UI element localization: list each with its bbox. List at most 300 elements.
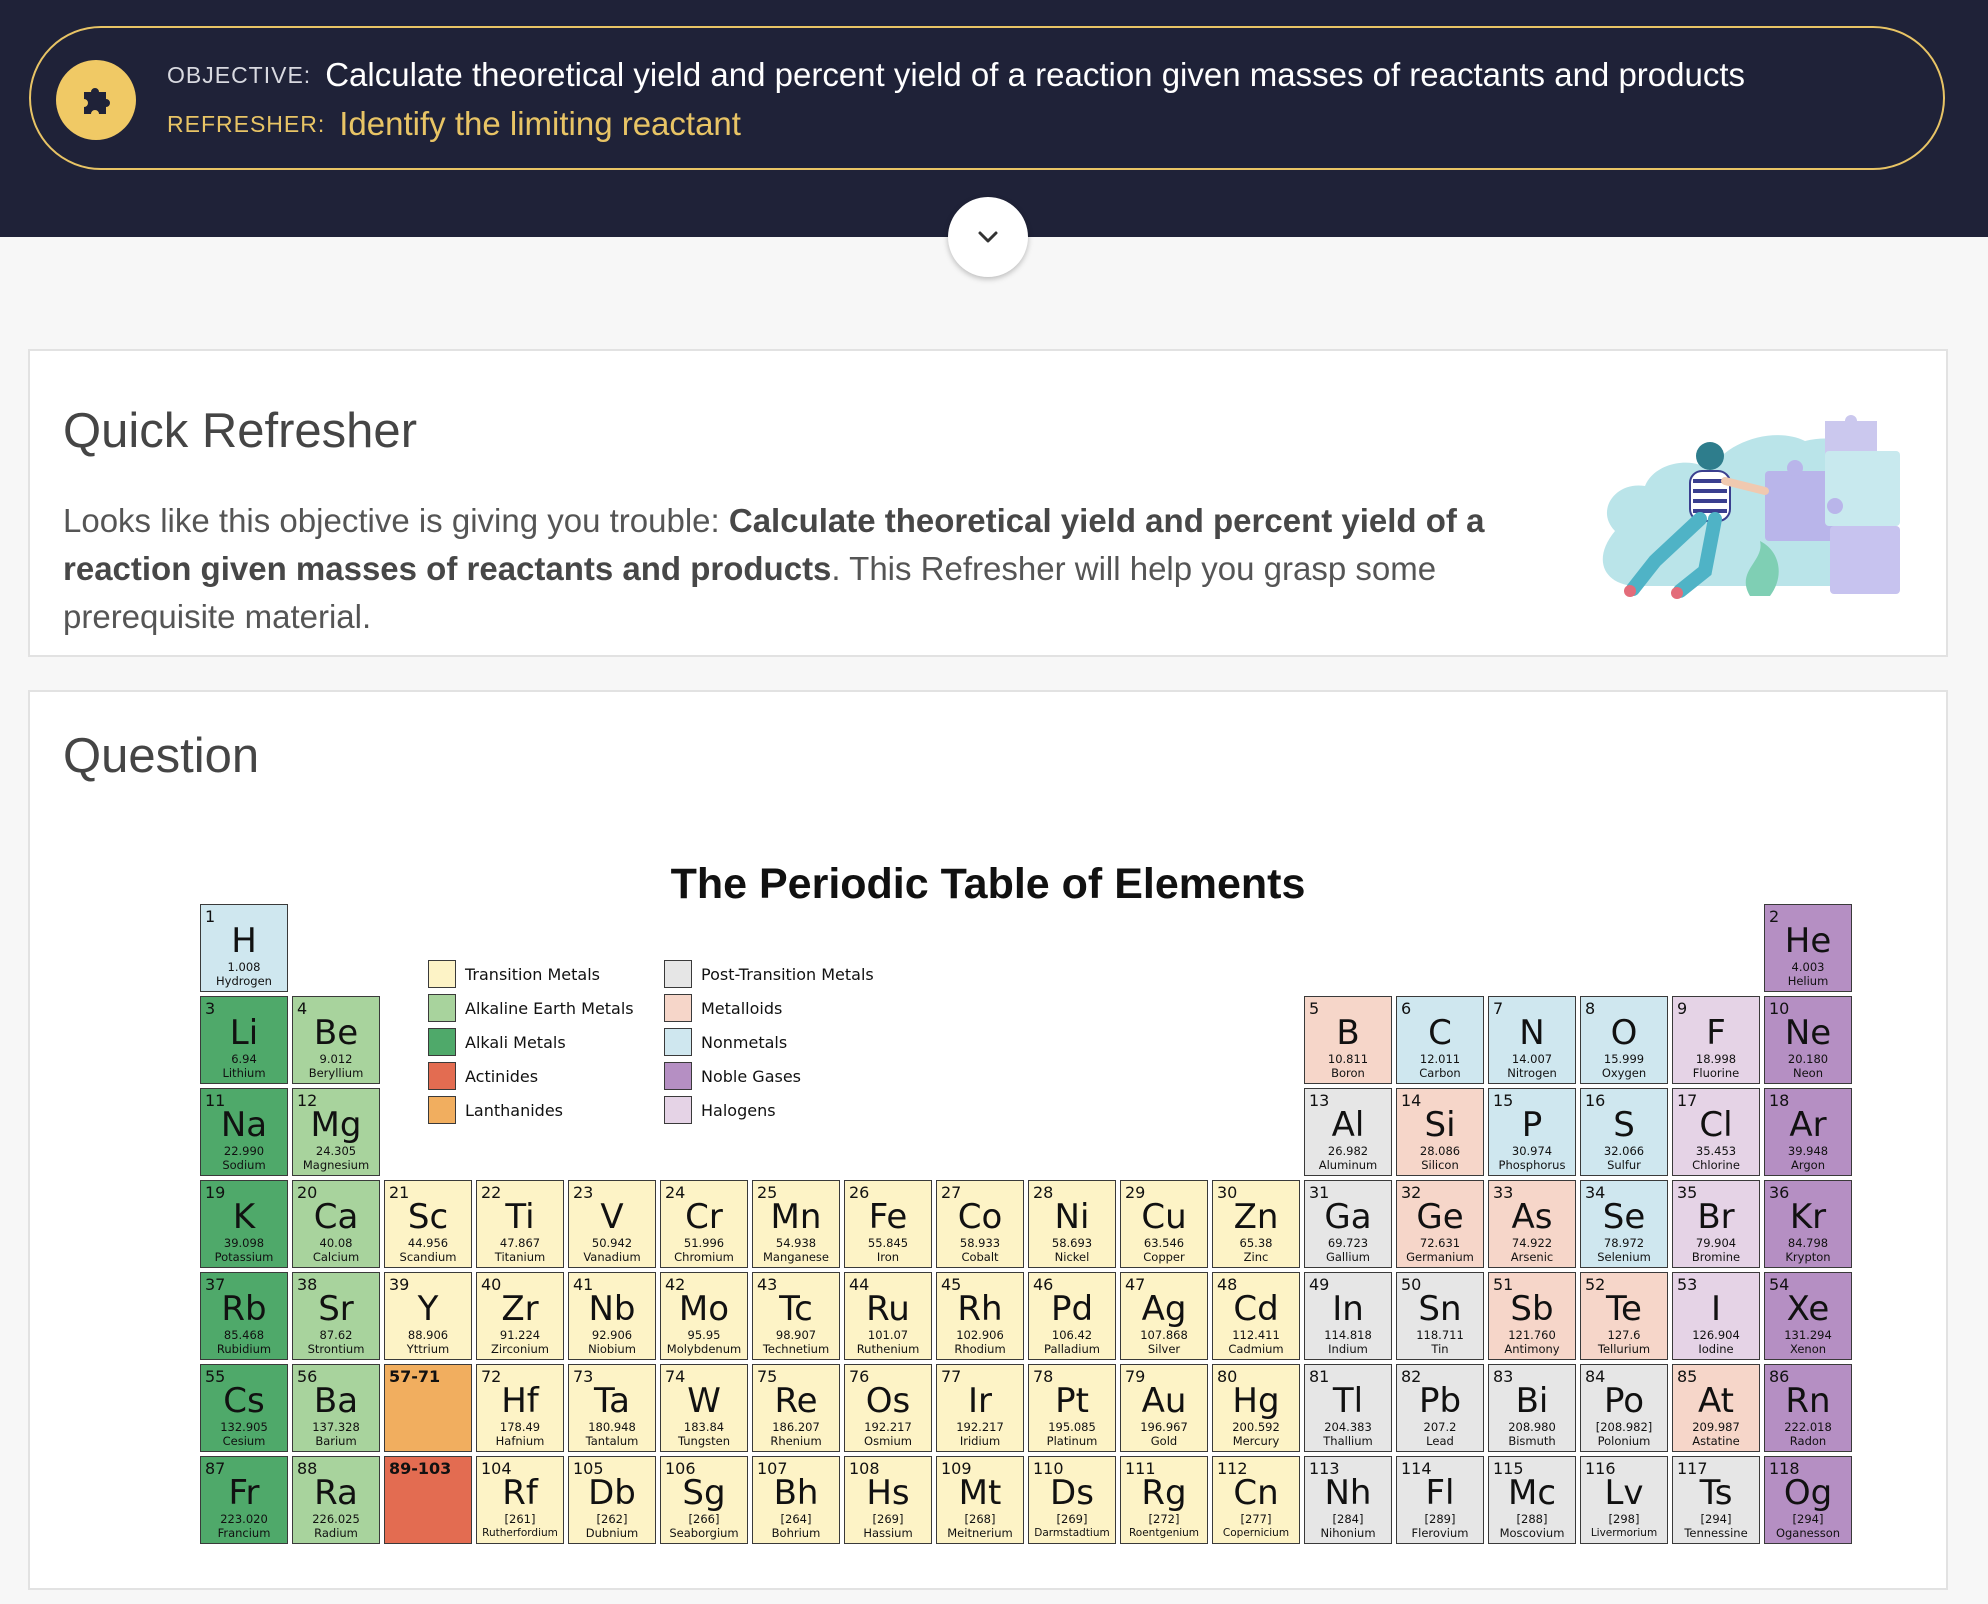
element-cell-tc: [752, 1272, 840, 1360]
element-name: Tantalum: [585, 1434, 639, 1448]
atomic-number: 25: [757, 1183, 778, 1202]
collapse-header-button[interactable]: [948, 197, 1028, 277]
atomic-mass: [261]: [504, 1512, 536, 1526]
element-symbol: Sc: [407, 1197, 449, 1237]
atomic-number: 52: [1585, 1275, 1606, 1294]
element-symbol: F: [1706, 1013, 1726, 1053]
element-cell-ts: [1672, 1456, 1760, 1544]
atomic-number: 54: [1769, 1275, 1790, 1294]
atomic-mass: 6.94: [231, 1052, 257, 1066]
element-cell-c: [1396, 996, 1484, 1084]
element-cell-ti: [476, 1180, 564, 1268]
element-name: Hassium: [863, 1526, 913, 1540]
element-cell-au: [1120, 1364, 1208, 1452]
element-symbol: Ts: [1699, 1473, 1733, 1513]
element-symbol: Bh: [773, 1473, 819, 1513]
element-name: Tellurium: [1597, 1342, 1651, 1356]
atomic-mass: 192.217: [864, 1420, 912, 1434]
atomic-number: 27: [941, 1183, 962, 1202]
element-symbol: Xe: [1786, 1289, 1830, 1329]
atomic-number: 49: [1309, 1275, 1330, 1294]
atomic-mass: [294]: [1700, 1512, 1732, 1526]
element-cell-ga: [1304, 1180, 1392, 1268]
atomic-mass: 126.904: [1692, 1328, 1740, 1342]
element-cell-ag: [1120, 1272, 1208, 1360]
element-symbol: Sn: [1418, 1289, 1462, 1329]
element-cell-te: [1580, 1272, 1668, 1360]
element-cell-i: [1672, 1272, 1760, 1360]
atomic-mass: 112.411: [1232, 1328, 1280, 1342]
element-cell-rn: [1764, 1364, 1852, 1452]
atomic-number: 39: [389, 1275, 410, 1294]
atomic-mass: 63.546: [1143, 1236, 1185, 1250]
element-cell-fr: [200, 1456, 288, 1544]
atomic-mass: 192.217: [956, 1420, 1004, 1434]
atomic-mass: 26.982: [1327, 1144, 1369, 1158]
element-cell-sn: [1396, 1272, 1484, 1360]
element-symbol: H: [231, 921, 257, 961]
element-cell-ru: [844, 1272, 932, 1360]
atomic-mass: 106.42: [1051, 1328, 1093, 1342]
element-cell-sc: [384, 1180, 472, 1268]
element-cell-cl: [1672, 1088, 1760, 1176]
legend-item-metalloid: [664, 994, 782, 1022]
objective-text: Calculate theoretical yield and percent yield of a reaction given masses of reactants and products: [325, 56, 1746, 93]
element-cell-rh: [936, 1272, 1024, 1360]
element-cell-ni: [1028, 1180, 1116, 1268]
atomic-number: 75: [757, 1367, 778, 1386]
atomic-number: 72: [481, 1367, 502, 1386]
atomic-mass: [284]: [1332, 1512, 1364, 1526]
legend-label: Metalloids: [701, 998, 783, 1018]
atomic-mass: 78.972: [1603, 1236, 1645, 1250]
atomic-mass: 118.711: [1416, 1328, 1464, 1342]
element-symbol: Au: [1141, 1381, 1187, 1421]
element-name: Gallium: [1325, 1250, 1371, 1264]
element-cell-ir: [936, 1364, 1024, 1452]
atomic-number: 109: [941, 1459, 972, 1478]
element-name: Titanium: [494, 1250, 546, 1264]
element-symbol: In: [1332, 1289, 1364, 1329]
element-cell-v: [568, 1180, 656, 1268]
atomic-mass: 195.085: [1048, 1420, 1096, 1434]
atomic-mass: [277]: [1240, 1512, 1272, 1526]
atomic-mass: [272]: [1148, 1512, 1180, 1526]
element-name: Dubnium: [585, 1526, 639, 1540]
atomic-number: 73: [573, 1367, 594, 1386]
element-symbol: B: [1336, 1013, 1360, 1053]
element-cell-og: [1764, 1456, 1852, 1544]
element-cell-br: [1672, 1180, 1760, 1268]
atomic-mass: 74.922: [1511, 1236, 1553, 1250]
element-symbol: Si: [1424, 1105, 1456, 1145]
atomic-mass: 44.956: [407, 1236, 449, 1250]
atomic-number: 3: [205, 999, 216, 1018]
element-symbol: K: [232, 1197, 256, 1237]
element-name: Nickel: [1054, 1250, 1090, 1264]
refresher-text: Identify the limiting reactant: [339, 105, 741, 142]
element-symbol: Pb: [1418, 1381, 1462, 1421]
element-name: Hydrogen: [216, 974, 272, 988]
atomic-number: 87: [205, 1459, 226, 1478]
element-cell-b: [1304, 996, 1392, 1084]
element-symbol: Ti: [505, 1197, 535, 1237]
refresher-label: REFRESHER:: [167, 110, 326, 137]
atomic-number: 110: [1033, 1459, 1064, 1478]
element-cell-pd: [1028, 1272, 1116, 1360]
element-symbol: Hg: [1232, 1381, 1280, 1421]
atomic-mass: 209.987: [1692, 1420, 1740, 1434]
series-placeholder-lanthanide: [384, 1364, 472, 1452]
atomic-number: 114: [1401, 1459, 1432, 1478]
element-cell-cd: [1212, 1272, 1300, 1360]
element-cell-ba: [292, 1364, 380, 1452]
element-symbol: Tl: [1332, 1381, 1364, 1421]
element-symbol: I: [1710, 1289, 1722, 1329]
atomic-mass: 127.6: [1607, 1328, 1641, 1342]
element-symbol: Os: [865, 1381, 911, 1421]
element-symbol: Og: [1783, 1473, 1833, 1513]
atomic-mass: 114.818: [1324, 1328, 1372, 1342]
legend-swatch: [428, 1096, 456, 1124]
atomic-number: 53: [1677, 1275, 1698, 1294]
element-cell-sg: [660, 1456, 748, 1544]
atomic-mass: 223.020: [220, 1512, 268, 1526]
atomic-mass: 222.018: [1784, 1420, 1832, 1434]
element-symbol: Rg: [1141, 1473, 1187, 1513]
element-symbol: Li: [229, 1013, 259, 1053]
element-symbol: Te: [1606, 1289, 1642, 1329]
element-name: Rhodium: [954, 1342, 1006, 1356]
atomic-mass: 50.942: [591, 1236, 633, 1250]
element-symbol: Kr: [1789, 1197, 1827, 1237]
atomic-mass: 131.294: [1784, 1328, 1832, 1342]
atomic-number: 9: [1677, 999, 1688, 1018]
element-name: Roentgenium: [1128, 1527, 1200, 1539]
element-cell-hg: [1212, 1364, 1300, 1452]
element-cell-nb: [568, 1272, 656, 1360]
atomic-number: 38: [297, 1275, 318, 1294]
element-cell-in: [1304, 1272, 1392, 1360]
atomic-number: 81: [1309, 1367, 1330, 1386]
atomic-number: 79: [1125, 1367, 1146, 1386]
element-name: Mercury: [1232, 1434, 1280, 1448]
element-cell-be: [292, 996, 380, 1084]
element-name: Silver: [1147, 1342, 1181, 1356]
puzzle-illustration: [1585, 411, 1905, 611]
element-symbol: Ag: [1141, 1289, 1187, 1329]
element-symbol: V: [600, 1197, 624, 1237]
atomic-number: 6: [1401, 999, 1412, 1018]
element-cell-mc: [1488, 1456, 1576, 1544]
element-symbol: Y: [417, 1289, 439, 1329]
element-name: Chromium: [674, 1250, 734, 1264]
atomic-number: 12: [297, 1091, 318, 1110]
element-cell-s: [1580, 1088, 1668, 1176]
atomic-mass: 20.180: [1787, 1052, 1829, 1066]
element-cell-mt: [936, 1456, 1024, 1544]
element-symbol: Mg: [310, 1105, 362, 1145]
element-symbol: Re: [774, 1381, 818, 1421]
quick-refresher-card: [28, 349, 1948, 657]
atomic-mass: 84.798: [1787, 1236, 1829, 1250]
atomic-mass: [288]: [1516, 1512, 1548, 1526]
atomic-number: 40: [481, 1275, 502, 1294]
element-name: Selenium: [1597, 1250, 1651, 1264]
atomic-mass: 51.996: [683, 1236, 725, 1250]
element-name: Magnesium: [302, 1158, 370, 1172]
element-name: Iodine: [1698, 1342, 1734, 1356]
atomic-number: 26: [849, 1183, 870, 1202]
element-cell-bi: [1488, 1364, 1576, 1452]
element-name: Sulfur: [1607, 1158, 1641, 1172]
element-symbol: S: [1613, 1105, 1635, 1145]
legend-swatch: [428, 1028, 456, 1056]
element-symbol: Ne: [1784, 1013, 1832, 1053]
element-name: Manganese: [762, 1250, 830, 1264]
atomic-mass: 186.207: [772, 1420, 820, 1434]
element-cell-ca: [292, 1180, 380, 1268]
element-name: Indium: [1328, 1342, 1368, 1356]
element-cell-xe: [1764, 1272, 1852, 1360]
atomic-number: 111: [1125, 1459, 1156, 1478]
element-name: Seaborgium: [669, 1526, 739, 1540]
puzzle-piece-icon: [56, 60, 136, 140]
legend-swatch: [664, 994, 692, 1022]
element-name: Rhenium: [770, 1434, 822, 1448]
atomic-mass: 180.948: [588, 1420, 636, 1434]
atomic-mass: 107.868: [1140, 1328, 1188, 1342]
atomic-mass: 98.907: [775, 1328, 817, 1342]
atomic-mass: [269]: [872, 1512, 904, 1526]
element-symbol: O: [1610, 1013, 1638, 1053]
atomic-mass: 69.723: [1327, 1236, 1369, 1250]
element-cell-co: [936, 1180, 1024, 1268]
atomic-number: 15: [1493, 1091, 1514, 1110]
element-name: Carbon: [1419, 1066, 1461, 1080]
atomic-number: 14: [1401, 1091, 1422, 1110]
atomic-number: 30: [1217, 1183, 1238, 1202]
legend-label: Post-Transition Metals: [701, 964, 874, 984]
atomic-number: 82: [1401, 1367, 1422, 1386]
element-cell-os: [844, 1364, 932, 1452]
element-name: Molybdenum: [666, 1342, 742, 1356]
atomic-mass: 65.38: [1239, 1236, 1273, 1250]
element-name: Lead: [1426, 1434, 1454, 1448]
legend-item-post: [664, 960, 874, 988]
element-name: Neon: [1792, 1066, 1823, 1080]
legend-label: Nonmetals: [701, 1032, 788, 1052]
legend-label: Halogens: [701, 1100, 776, 1120]
atomic-mass: 79.904: [1695, 1236, 1737, 1250]
element-symbol: Mn: [770, 1197, 822, 1237]
element-cell-f: [1672, 996, 1760, 1084]
element-cell-k: [200, 1180, 288, 1268]
atomic-mass: 39.948: [1787, 1144, 1829, 1158]
atomic-number: 117: [1677, 1459, 1708, 1478]
atomic-number: 11: [205, 1091, 226, 1110]
legend-item-lanthanide: [428, 1096, 563, 1124]
atomic-mass: 208.980: [1508, 1420, 1556, 1434]
element-name: Potassium: [214, 1250, 274, 1264]
atomic-number: 36: [1769, 1183, 1790, 1202]
atomic-mass: 12.011: [1419, 1052, 1461, 1066]
series-range: 57-71: [389, 1367, 441, 1386]
atomic-number: 8: [1585, 999, 1596, 1018]
element-cell-rb: [200, 1272, 288, 1360]
atomic-number: 33: [1493, 1183, 1514, 1202]
element-name: Flerovium: [1411, 1526, 1469, 1540]
element-symbol: C: [1428, 1013, 1452, 1053]
atomic-mass: 18.998: [1695, 1052, 1737, 1066]
element-symbol: Ga: [1324, 1197, 1372, 1237]
element-symbol: As: [1511, 1197, 1553, 1237]
element-name: Osmium: [864, 1434, 912, 1448]
element-name: Ruthenium: [856, 1342, 920, 1356]
element-name: Aluminum: [1318, 1158, 1378, 1172]
atomic-mass: 101.07: [867, 1328, 909, 1342]
atomic-number: 45: [941, 1275, 962, 1294]
element-name: Hafnium: [495, 1434, 545, 1448]
atomic-number: 44: [849, 1275, 870, 1294]
atomic-mass: 14.007: [1511, 1052, 1553, 1066]
element-name: Xenon: [1789, 1342, 1827, 1356]
element-name: Zirconium: [491, 1342, 549, 1356]
element-name: Barium: [315, 1434, 357, 1448]
atomic-number: 18: [1769, 1091, 1790, 1110]
atomic-mass: 9.012: [319, 1052, 353, 1066]
element-name: Darmstadtium: [1034, 1527, 1110, 1539]
element-symbol: Ba: [313, 1381, 359, 1421]
element-cell-zn: [1212, 1180, 1300, 1268]
atomic-mass: 95.95: [687, 1328, 721, 1342]
atomic-mass: [264]: [780, 1512, 812, 1526]
element-cell-rg: [1120, 1456, 1208, 1544]
atomic-number: 77: [941, 1367, 962, 1386]
legend-swatch: [664, 1028, 692, 1056]
element-symbol: Po: [1603, 1381, 1645, 1421]
element-name: Gold: [1150, 1434, 1178, 1448]
atomic-number: 115: [1493, 1459, 1524, 1478]
atomic-mass: 102.906: [956, 1328, 1004, 1342]
atomic-mass: 40.08: [319, 1236, 353, 1250]
element-symbol: Mt: [958, 1473, 1002, 1513]
atomic-mass: 30.974: [1511, 1144, 1553, 1158]
atomic-mass: 4.003: [1791, 960, 1825, 974]
atomic-number: 2: [1769, 907, 1780, 926]
series-placeholder-actinide: [384, 1456, 472, 1544]
element-name: Calcium: [312, 1250, 360, 1264]
element-name: Phosphorus: [1498, 1158, 1566, 1172]
element-cell-pt: [1028, 1364, 1116, 1452]
chevron-down-icon: [975, 228, 1001, 246]
element-name: Silicon: [1421, 1158, 1459, 1172]
atomic-mass: [266]: [688, 1512, 720, 1526]
atomic-mass: 121.760: [1508, 1328, 1556, 1342]
element-cell-ds: [1028, 1456, 1116, 1544]
element-name: Yttrium: [406, 1342, 450, 1356]
element-name: Polonium: [1597, 1434, 1651, 1448]
element-cell-sr: [292, 1272, 380, 1360]
question-card: [28, 690, 1948, 1590]
atomic-number: 10: [1769, 999, 1790, 1018]
element-cell-pb: [1396, 1364, 1484, 1452]
element-cell-bh: [752, 1456, 840, 1544]
element-name: Cadmium: [1228, 1342, 1284, 1356]
element-cell-re: [752, 1364, 840, 1452]
element-symbol: Nh: [1324, 1473, 1372, 1513]
atomic-mass: 47.867: [499, 1236, 541, 1250]
atomic-mass: 32.066: [1603, 1144, 1645, 1158]
atomic-number: 116: [1585, 1459, 1616, 1478]
legend-swatch: [428, 994, 456, 1022]
element-name: Iron: [876, 1250, 900, 1264]
element-cell-db: [568, 1456, 656, 1544]
atomic-number: 20: [297, 1183, 318, 1202]
element-cell-al: [1304, 1088, 1392, 1176]
element-name: Arsenic: [1510, 1250, 1554, 1264]
atomic-mass: [208.982]: [1595, 1420, 1653, 1434]
element-name: Lithium: [222, 1066, 266, 1080]
element-cell-he: [1764, 904, 1852, 992]
element-symbol: Cn: [1233, 1473, 1279, 1513]
element-symbol: Rf: [502, 1473, 538, 1513]
atomic-mass: 88.906: [407, 1328, 449, 1342]
element-cell-hf: [476, 1364, 564, 1452]
element-name: Bromine: [1691, 1250, 1741, 1264]
element-cell-hs: [844, 1456, 932, 1544]
atomic-mass: 132.905: [220, 1420, 268, 1434]
atomic-number: 106: [665, 1459, 696, 1478]
element-cell-cr: [660, 1180, 748, 1268]
element-symbol: Al: [1331, 1105, 1365, 1145]
atomic-number: 28: [1033, 1183, 1054, 1202]
atomic-mass: [268]: [964, 1512, 996, 1526]
element-name: Technetium: [762, 1342, 830, 1356]
atomic-mass: 183.84: [683, 1420, 725, 1434]
atomic-number: 78: [1033, 1367, 1054, 1386]
objective-label: OBJECTIVE:: [167, 61, 312, 88]
element-cell-ra: [292, 1456, 380, 1544]
atomic-mass: 54.938: [775, 1236, 817, 1250]
atomic-mass: 204.383: [1324, 1420, 1372, 1434]
element-name: Helium: [1787, 974, 1829, 988]
legend-item-alkali: [428, 1028, 566, 1056]
element-cell-cn: [1212, 1456, 1300, 1544]
element-cell-ne: [1764, 996, 1852, 1084]
atomic-number: 34: [1585, 1183, 1606, 1202]
element-symbol: Db: [588, 1473, 636, 1513]
element-symbol: Fr: [228, 1473, 260, 1513]
element-symbol: Be: [313, 1013, 359, 1053]
element-name: Bismuth: [1508, 1434, 1556, 1448]
element-name: Nihonium: [1320, 1526, 1376, 1540]
element-cell-mg: [292, 1088, 380, 1176]
legend-label: Alkali Metals: [465, 1032, 566, 1052]
legend-swatch: [664, 960, 692, 988]
atomic-number: 85: [1677, 1367, 1698, 1386]
atomic-mass: 226.025: [312, 1512, 360, 1526]
element-cell-cu: [1120, 1180, 1208, 1268]
atomic-mass: [298]: [1608, 1512, 1640, 1526]
atomic-number: 17: [1677, 1091, 1698, 1110]
legend-item-actinide: [428, 1062, 538, 1090]
element-name: Francium: [217, 1526, 271, 1540]
element-symbol: Ir: [967, 1381, 992, 1421]
atomic-number: 41: [573, 1275, 594, 1294]
atomic-mass: 39.098: [223, 1236, 265, 1250]
refresher-line: [167, 105, 741, 143]
